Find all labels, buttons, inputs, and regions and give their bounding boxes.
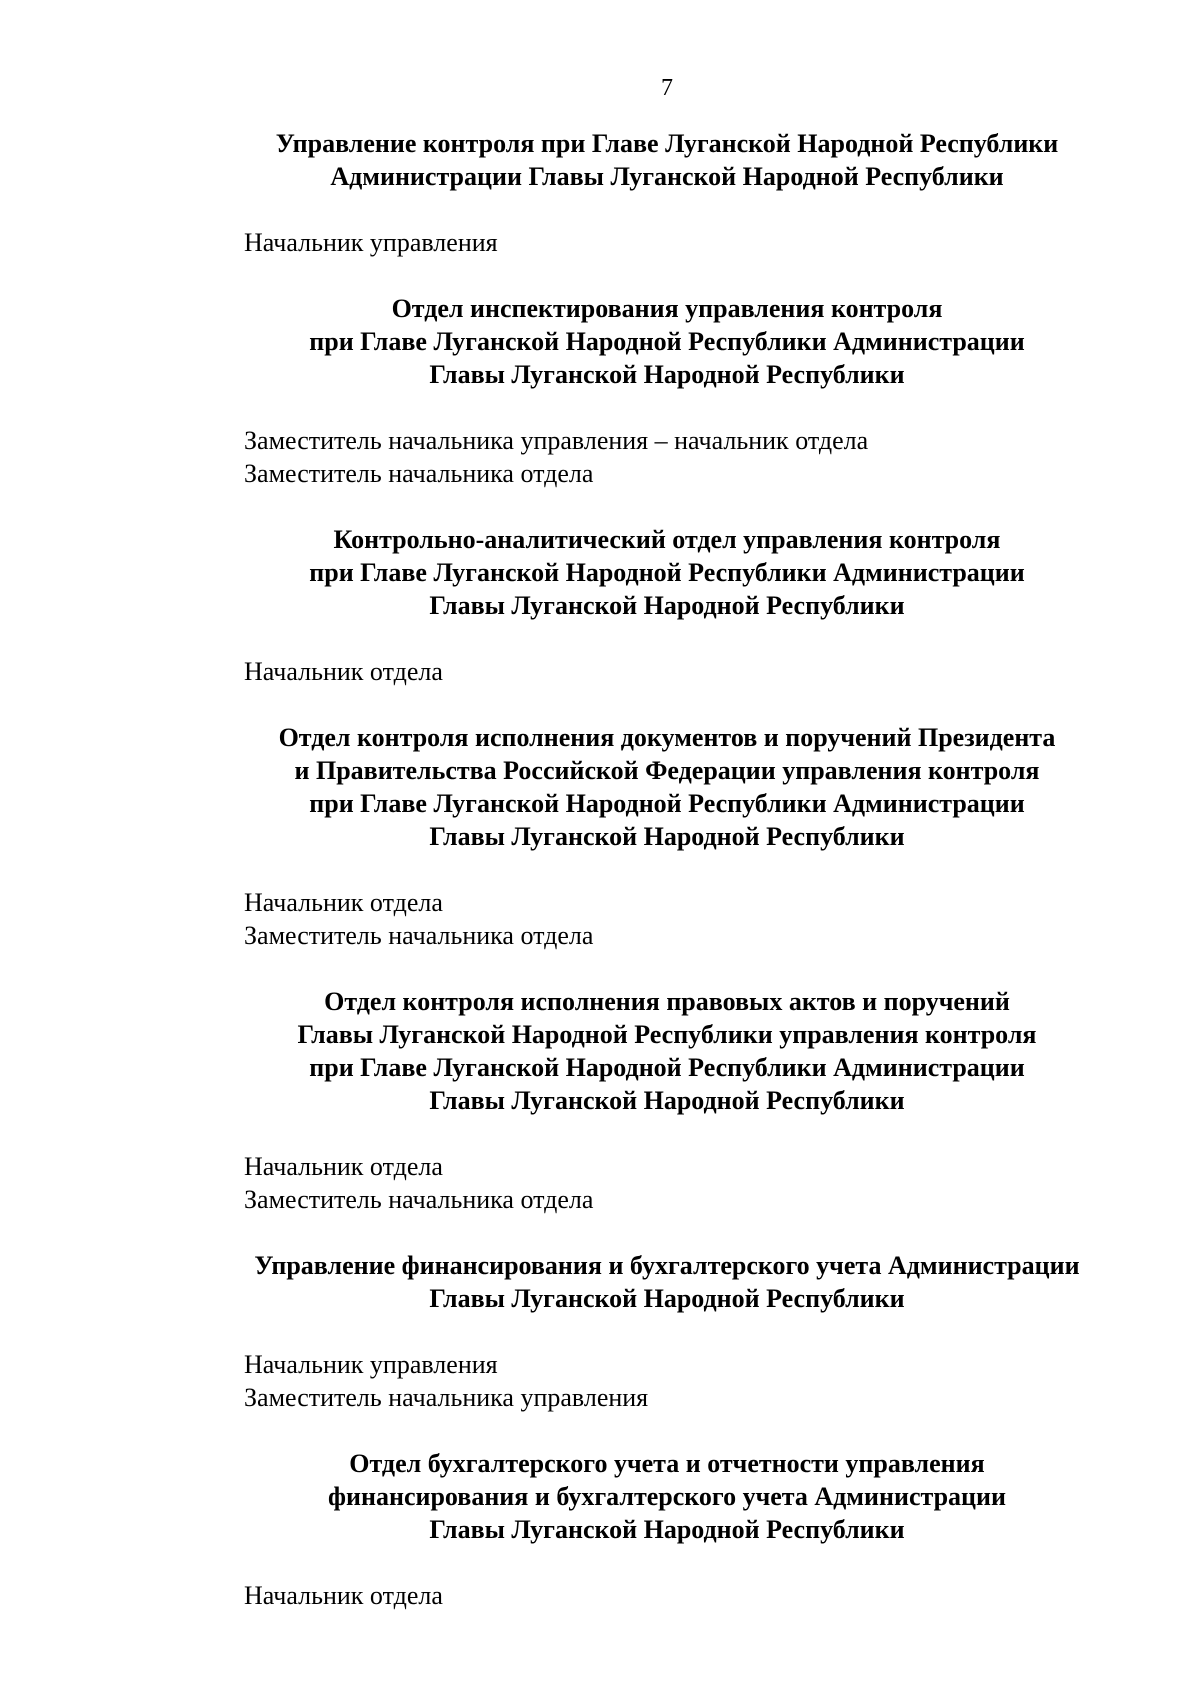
position-item: Заместитель начальника управления – начальник отдела xyxy=(244,426,869,455)
positions-list xyxy=(200,1579,1134,1612)
position-item: Начальник управления xyxy=(244,1350,498,1379)
positions-list xyxy=(200,655,1134,688)
section xyxy=(200,523,1134,721)
heading-line: при Главе Луганской Народной Республики Администрации xyxy=(309,789,1025,818)
position-item: Заместитель начальника отдела xyxy=(244,921,594,950)
heading-line: Главы Луганской Народной Республики управления контроля xyxy=(297,1020,1037,1049)
heading-line: Главы Луганской Народной Республики xyxy=(429,1515,905,1544)
heading-line: Главы Луганской Народной Республики xyxy=(429,1086,905,1115)
section-heading xyxy=(200,1447,1134,1546)
heading-line: Контрольно-аналитический отдел управления контроля xyxy=(333,525,1001,554)
heading-line: Главы Луганской Народной Республики xyxy=(429,360,905,389)
section-heading xyxy=(200,985,1134,1117)
section-heading xyxy=(200,523,1134,622)
position-item: Начальник отдела xyxy=(244,888,443,917)
heading-line: Главы Луганской Народной Республики xyxy=(429,591,905,620)
heading-line: Отдел контроля исполнения правовых актов и поручений xyxy=(324,987,1010,1016)
heading-line: Главы Луганской Народной Республики xyxy=(429,822,905,851)
document-body xyxy=(200,127,1134,1612)
heading-line: Администрации Главы Луганской Народной Республики xyxy=(330,162,1004,191)
position-item: Начальник отдела xyxy=(244,1152,443,1181)
section xyxy=(200,127,1134,292)
section xyxy=(200,292,1134,523)
section-heading xyxy=(200,721,1134,853)
section xyxy=(200,721,1134,985)
position-item: Заместитель начальника отдела xyxy=(244,1185,594,1214)
section xyxy=(200,1249,1134,1447)
heading-line: Отдел контроля исполнения документов и поручений Президента xyxy=(278,723,1056,752)
heading-line: Управление финансирования и бухгалтерского учета Администрации xyxy=(254,1251,1080,1280)
positions-list xyxy=(200,1348,1134,1414)
heading-line: при Главе Луганской Народной Республики Администрации xyxy=(309,1053,1025,1082)
positions-list xyxy=(200,886,1134,952)
page-number: 7 xyxy=(661,75,673,101)
positions-list xyxy=(200,226,1134,259)
position-item: Начальник отдела xyxy=(244,657,443,686)
section xyxy=(200,985,1134,1249)
heading-line: при Главе Луганской Народной Республики Администрации xyxy=(309,558,1025,587)
position-item: Заместитель начальника управления xyxy=(244,1383,649,1412)
position-item: Начальник управления xyxy=(244,228,498,257)
section xyxy=(200,1447,1134,1612)
heading-line: финансирования и бухгалтерского учета Администрации xyxy=(328,1482,1006,1511)
heading-line: Управление контроля при Главе Луганской Народной Республики xyxy=(275,129,1059,158)
heading-line: при Главе Луганской Народной Республики Администрации xyxy=(309,327,1025,356)
heading-line: Главы Луганской Народной Республики xyxy=(429,1284,905,1313)
position-item: Начальник отдела xyxy=(244,1581,443,1610)
section-heading xyxy=(200,127,1134,193)
positions-list xyxy=(200,1150,1134,1216)
position-item: Заместитель начальника отдела xyxy=(244,459,594,488)
section-heading xyxy=(200,292,1134,391)
heading-line: и Правительства Российской Федерации управления контроля xyxy=(294,756,1040,785)
heading-line: Отдел бухгалтерского учета и отчетности управления xyxy=(349,1449,985,1478)
positions-list xyxy=(200,424,1134,490)
heading-line: Отдел инспектирования управления контроля xyxy=(391,294,943,323)
section-heading xyxy=(200,1249,1134,1315)
